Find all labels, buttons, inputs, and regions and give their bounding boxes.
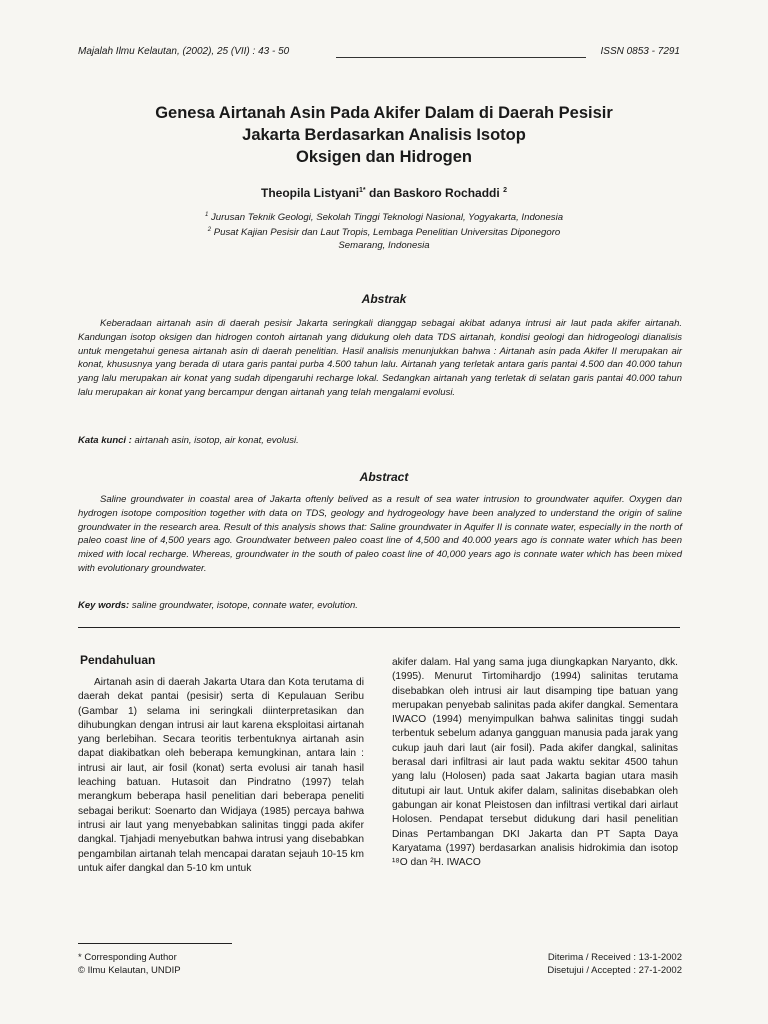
affiliation-text: Jurusan Teknik Geologi, Sekolah Tinggi Teknologi Nasional, Yogyakarta, Indonesia bbox=[210, 212, 564, 224]
author-connector: dan bbox=[369, 186, 391, 200]
running-header bbox=[78, 46, 680, 60]
intro-left-column bbox=[78, 676, 364, 876]
footnote-rule bbox=[78, 943, 232, 944]
received-date: Diterima / Received : 13-1-2002 bbox=[547, 952, 682, 963]
intro-heading: Pendahuluan bbox=[80, 653, 156, 667]
keywords-text: airtanah asin, isotop, air konat, evolusi. bbox=[131, 435, 299, 446]
copyright: © Ilmu Kelautan, UNDIP bbox=[78, 965, 181, 976]
header-rule bbox=[336, 57, 586, 58]
affiliation-text: Semarang, Indonesia bbox=[338, 240, 430, 252]
footnote-right bbox=[460, 951, 682, 977]
intro-left-text: Airtanah asin di daerah Jakarta Utara dan Kota terutama di daerah dekat pantai (pesisir) serta di Kepulauan Seribu (Gambar 1) selama ini seringkali diinterpretasikan dan dihubungkan dengan intrusi air laut karena eksploitasi airtanah yang berlebihan. Secara teoritis terbentuknya airtanah asin dapat diakibatkan oleh beberapa kemungkinan, antara lain : intrusi air laut, air fosil (konat) serta evolusi air tanah hasil leaching batuan. Hutasoit dan Pindratno (1997) telah merangkum beberapa hasil penelitian dari beberapa peneliti sebagai berikut: Soenarto dan Widjaya (1985) percaya bahwa intrusi air laut yang menyebabkan salinitas tinggi pada akifer dangkal. Tjahjadi menyebutkan bahwa intrusi yang disebabkan pengambilan airtanah telah mencapai daratan sejauh 10-15 km untuk aifer dangkal dan 5-10 km untuk bbox=[78, 677, 364, 874]
author-mark: 2 bbox=[503, 187, 507, 194]
keywords-text: saline groundwater, isotope, connate water, evolution. bbox=[129, 600, 358, 611]
abstract-text: Saline groundwater in coastal area of Jakarta oftenly belived as a result of sea water intrusion to groundwater aquifer. Oxygen dan hydrogen isotope composition together with data on TDS, geology and hydrogeology have been analyzed to understand the origin of saline groundwater in the research area. Result of this analysis shows that: Saline groundwater in Aquifer II is connate water, especially in the north of paleo coast line of 4,500 years ago. Groundwater between paleo coast line of 4,500 and 40.000 years ago is connate water which has been mixed with local recharge. Whereas, groundwater in the south of paleo coast line of 40,000 years ago is connate water which has been mixed with evolutionary groundwater. bbox=[78, 494, 682, 574]
intro-right-column: akifer dalam. Hal yang sama juga diungkapkan Naryanto, dkk. (1995). Menurut Tirtomihardjo (1994) salinitas terutama disebabkan oleh intrusi air laut disamping tipe batuan yang merupakan penyebab salinitas pada akifer dangkal. Sementara IWACO (1994) menyimpulkan bahwa salinitas tinggi sudah terbentuk sebelum adanya gangguan manusia pada jarak yang cukup jauh dari laut (air fosil). Pada akifer dangkal, salinitas berasal dari infiltrasi air laut pada waktu sekitar 4500 tahun yang lalu (Holosen) pada saat Jakarta bagian utara masih ditutupi air laut. Untuk akifer dalam, salinitas disebabkan oleh gabungan air konat Pleistosen dan infiltrasi vertikal dari airlaut Holosen. Pendapat tersebut didukung dari hasil penelitian Dinas Pertambangan DKI Jakarta dan PT Sapta Daya Karyatama (1997) berdasarkan analisis hidrokimia dan isotop ¹⁸O dan ²H. IWACO bbox=[392, 657, 678, 869]
affiliation-text: Pusat Kajian Pesisir dan Laut Tropis, Lembaga Penelitian Universitas Diponegoro bbox=[213, 227, 561, 239]
abstrak-text: Keberadaan airtanah asin di daerah pesisir Jakarta seringkali dianggap sebagai akibat adanya intrusi air laut pada akifer airtanah. Kandungan isotop oksigen dan hidrogen contoh airtanah yang didukung oleh data TDS airtanah, kondisi geologi dan hidrogeologi dianalisis untuk mengetahui genesa airtanah asin di daerah penelitian. Hasil analisis menunjukkan bahwa : Airtanah asin pada Akifer II merupakan air konat, khususnya yang berada di utara garis pantai purba 4.500 tahun lalu. Airtanah yang terletak antara garis pantai 4.500 dan 40.000 tahun yang lalu merupakan air konat yang sudah dipengaruhi recharge lokal. Sedangkan airtanah yang terletak di selatan garis pantai 40.000 tahun lalu merupakan air konat yang bercampur dengan airtanah yang telah mengalami evolusi. bbox=[78, 318, 682, 398]
article-title bbox=[80, 102, 688, 168]
abstrak-body bbox=[78, 317, 682, 400]
journal-citation: Majalah Ilmu Kelautan, (2002), 25 (VII) : 43 - 50 bbox=[78, 46, 290, 57]
abstrak-heading: Abstrak bbox=[361, 292, 407, 306]
accepted-date: Disetujui / Accepted : 27-1-2002 bbox=[547, 965, 682, 976]
affiliation-mark: 1 bbox=[204, 212, 209, 218]
affiliation bbox=[80, 224, 688, 239]
section-divider bbox=[78, 627, 680, 628]
author-mark: 1* bbox=[359, 187, 366, 194]
title-line: Jakarta Berdasarkan Analisis Isotop bbox=[242, 126, 526, 144]
keywords-label: Kata kunci : bbox=[78, 435, 132, 446]
abstract-heading: Abstract bbox=[359, 470, 409, 484]
corresponding-author: * Corresponding Author bbox=[78, 952, 177, 963]
footnote-left bbox=[78, 951, 181, 977]
issn: ISSN 0853 - 7291 bbox=[600, 46, 680, 57]
title-line: Genesa Airtanah Asin Pada Akifer Dalam di Daerah Pesisir bbox=[155, 104, 613, 122]
abstrak-keywords bbox=[78, 435, 682, 446]
author-name: Baskoro Rochaddi bbox=[393, 186, 500, 200]
affiliations bbox=[80, 209, 688, 252]
affiliation bbox=[80, 209, 688, 224]
affiliation-mark: 2 bbox=[207, 227, 212, 234]
author-name: Theopila Listyani bbox=[261, 186, 360, 200]
abstract-keywords bbox=[78, 600, 682, 611]
keywords-label: Key words: bbox=[78, 600, 130, 611]
abstract-body bbox=[78, 493, 682, 576]
title-line: Oksigen dan Hidrogen bbox=[295, 148, 473, 166]
affiliation bbox=[80, 239, 688, 252]
author-line bbox=[80, 186, 688, 200]
